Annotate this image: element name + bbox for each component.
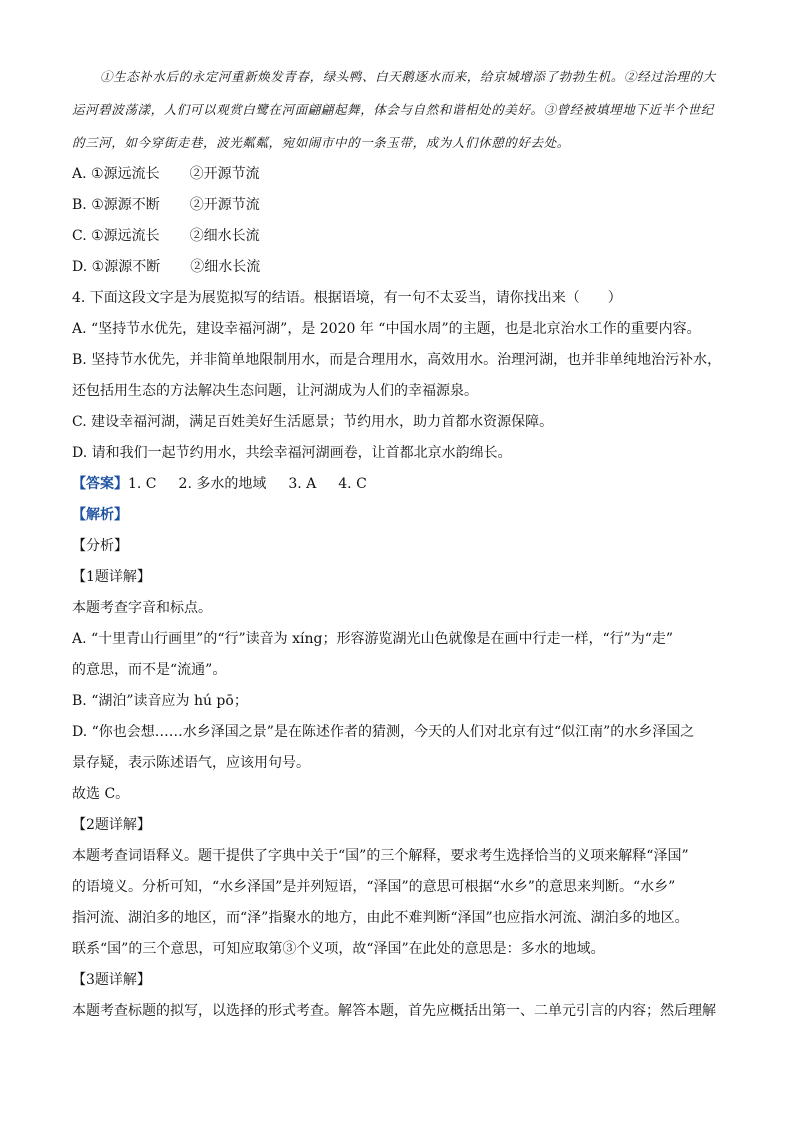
q3-option-a: A. ①源远流长 ②开源节流 (72, 166, 260, 182)
detail-2-text: 联系“国”的三个意思，可知应取第③个义项，故“泽国”在此处的意思是：多水的地域。 (72, 941, 605, 957)
detail-1-text: A. “十里青山行画里”的“行”读音为 xíng；形容游览湖光山色就像是在画中行走一样，“行”为“走” (72, 631, 674, 647)
q3-option-d: D. ①源源不断 ②细水长流 (72, 259, 261, 275)
detail-1-text: D. “你也会想……水乡泽国之景”是在陈述作者的猜测，今天的人们对北京有过“似江南”的水乡泽国之 (72, 724, 695, 740)
answer-item: 3. A (288, 476, 317, 492)
detail-1-text: 的意思，而不是“流通”。 (72, 662, 227, 678)
detail-3-heading: 【3题详解】 (72, 972, 151, 988)
answer-line (72, 469, 722, 500)
detail-1-text: B. “湖泊”读音应为 hú pō； (72, 693, 248, 709)
detail-1-text: 本题考查字音和标点。 (72, 600, 212, 616)
detail-2-text: 指河流、湖泊多的地区，而“泽”指聚水的地方，由此不难判断“泽国”也应指水河流、湖泊多的地区。 (72, 910, 689, 926)
analysis-heading: 【解析】 (72, 507, 128, 523)
q4-stem: 4. 下面这段文字是为展览拟写的结语。根据语境，有一句不太妥当，请你找出来（ ） (72, 290, 622, 306)
detail-3-text: 本题考查标题的拟写，以选择的形式考查。解答本题，首先应概括出第一、二单元引言的内容；然后理解 (72, 1003, 716, 1019)
q4-option-b-line1: B. 坚持节水优先，并非简单地限制用水，而是合理用水，高效用水。治理河湖，也并非单纯地治污补水， (72, 352, 722, 368)
q4-option-c: C. 建设幸福河湖，满足百姓美好生活愿景；节约用水，助力首都水资源保障。 (72, 414, 554, 430)
detail-2-text: 本题考查词语释义。题干提供了字典中关于“国”的三个解释，要求考生选择恰当的义项来解释“泽国” (72, 848, 689, 864)
document-page (72, 60, 722, 1027)
answer-item: 1. C (128, 476, 157, 492)
detail-1-heading: 【1题详解】 (72, 569, 151, 585)
q4-option-a: A. “坚持节水优先，建设幸福河湖”，是 2020 年 “中国水周”的主题，也是北京治水工作的重要内容。 (72, 321, 701, 337)
detail-2-text: 的语境义。分析可知，“水乡泽国”是并列短语，“泽国”的意思可根据“水乡”的意思来判断。“水乡” (72, 879, 676, 895)
q3-option-b: B. ①源源不断 ②开源节流 (72, 197, 260, 213)
q4-option-b-line2: 还包括用生态的方法解决生态问题，让河湖成为人们的幸福源泉。 (72, 383, 478, 399)
q4-option-d: D. 请和我们一起节约用水，共绘幸福河湖画卷，让首都北京水韵绵长。 (72, 445, 512, 461)
fenxi-heading: 【分析】 (72, 538, 128, 554)
passage-paragraph: ①生态补水后的永定河重新焕发青春，绿头鸭、白天鹅逐水而来，给京城增添了勃勃生机。②经过治理的大运河碧波荡漾，人们可以观赏白鹭在河面翩翩起舞，体会与自然和谐相处的美好。③曾经被填埋地下近半个世纪的三河，如今穿街走巷，波光粼粼，宛如闹市中的一条玉带，成为人们休憩的好去处。 (72, 69, 716, 150)
answer-tag: 【答案】 (72, 476, 128, 492)
answer-item: 4. C (338, 476, 367, 492)
answer-item: 2. 多水的地域 (178, 476, 267, 492)
detail-1-text: 景存疑，表示陈述语气，应该用句号。 (72, 755, 310, 771)
detail-2-heading: 【2题详解】 (72, 817, 151, 833)
q3-option-c: C. ①源远流长 ②细水长流 (72, 228, 260, 244)
detail-1-text: 故选 C。 (72, 786, 130, 802)
